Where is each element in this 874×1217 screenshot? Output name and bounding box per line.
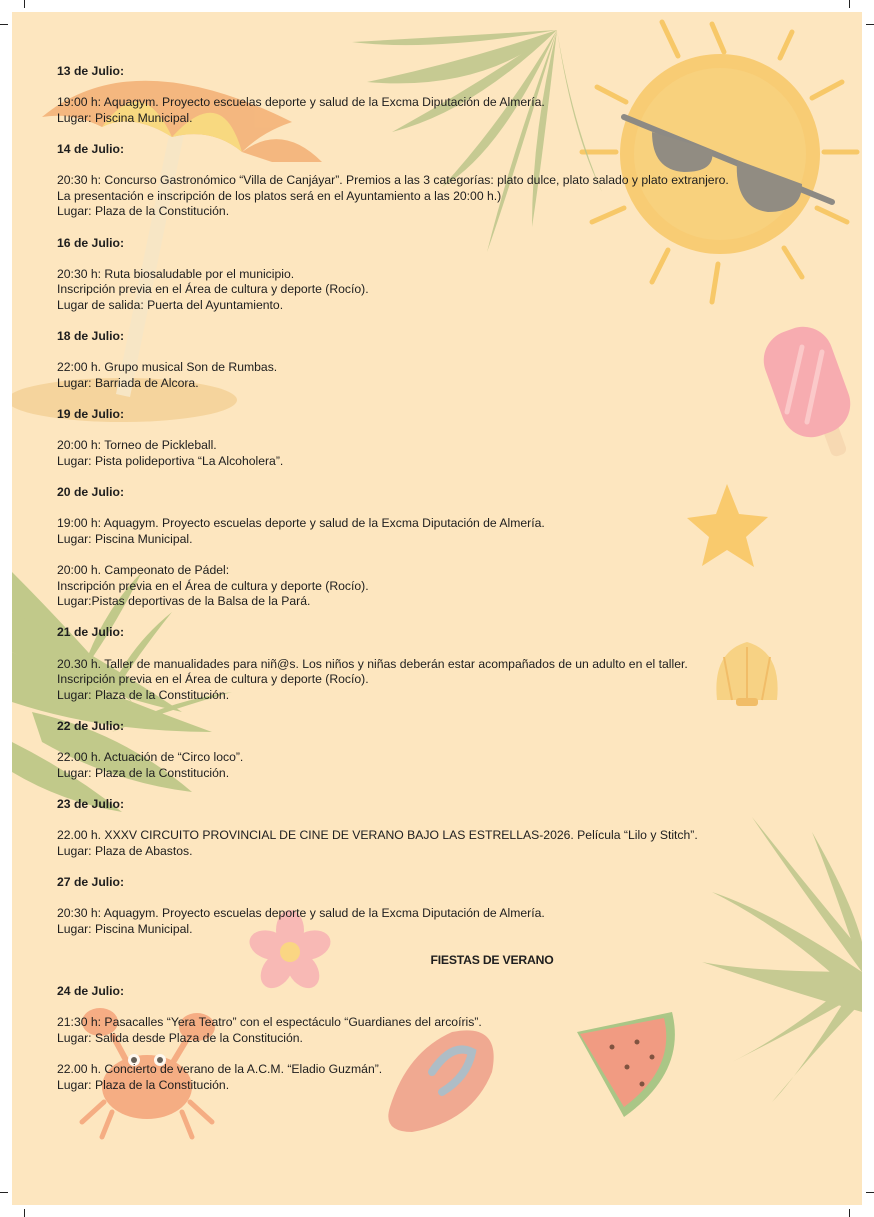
day-heading: 18 de Julio: — [57, 329, 125, 344]
day-heading: 16 de Julio: — [57, 235, 125, 250]
event-item — [57, 267, 837, 314]
event-line: Lugar: Salida desde Plaza de la Constitución. — [57, 1030, 303, 1045]
crop-mark — [0, 1192, 8, 1193]
event-line: Inscripción previa en el Área de cultura y deporte (Rocío). — [57, 672, 369, 687]
schedule-content — [57, 64, 837, 1109]
day-heading: 23 de Julio: — [57, 796, 125, 811]
event-line: Lugar: Plaza de la Constitución. — [57, 1077, 230, 1092]
event-item — [57, 1062, 837, 1093]
day-heading: 27 de Julio: — [57, 874, 125, 889]
event-line: Lugar: Plaza de la Constitución. — [57, 687, 230, 702]
crop-mark — [0, 24, 8, 25]
event-line: Lugar de salida: Puerta del Ayuntamiento. — [57, 297, 284, 312]
event-line: Lugar: Plaza de la Constitución. — [57, 765, 230, 780]
event-line: 19:00 h: Aquagym. Proyecto escuelas deporte y salud de la Excma Diputación de Almería. — [57, 95, 545, 110]
crop-mark — [866, 24, 874, 25]
day-heading: 13 de Julio: — [57, 64, 125, 78]
section-heading: FIESTAS DE VERANO — [430, 952, 554, 967]
event-item — [57, 438, 837, 469]
event-line: 19:00 h: Aquagym. Proyecto escuelas deporte y salud de la Excma Diputación de Almería. — [57, 516, 545, 531]
event-item — [57, 563, 837, 610]
event-item — [57, 1015, 837, 1046]
day-heading: 21 de Julio: — [57, 625, 125, 640]
event-line: Lugar: Plaza de la Constitución. — [57, 204, 230, 219]
crop-mark — [866, 1192, 874, 1193]
event-line: 20:00 h: Torneo de Pickleball. — [57, 438, 217, 453]
day-heading: 14 de Julio: — [57, 141, 125, 156]
event-line: 20:00 h. Campeonato de Pádel: — [57, 563, 230, 577]
event-line: Lugar: Plaza de Abastos. — [57, 843, 193, 858]
event-item — [57, 828, 837, 859]
event-line: 21:30 h: Pasacalles “Yera Teatro” con el espectáculo “Guardianes del arcoíris”. — [57, 1015, 482, 1030]
event-item — [57, 173, 837, 220]
crop-mark — [849, 1209, 850, 1217]
crop-mark — [24, 1209, 25, 1217]
crop-mark — [849, 0, 850, 8]
event-line: 22.00 h. XXXV CIRCUITO PROVINCIAL DE CINE DE VERANO BAJO LAS ESTRELLAS-2026. Película “Lilo y Stitch”. — [57, 828, 698, 843]
event-line: Lugar: Pista polideportiva “La Alcoholera”. — [57, 453, 284, 468]
event-line: 22:00 h. Grupo musical Son de Rumbas. — [57, 360, 278, 375]
event-line: 20:30 h: Ruta biosaludable por el municipio. — [57, 266, 295, 281]
event-item — [57, 657, 837, 704]
day-heading: 20 de Julio: — [57, 485, 125, 500]
event-line: Lugar: Piscina Municipal. — [57, 921, 193, 936]
day-heading: 22 de Julio: — [57, 718, 125, 733]
event-line: Lugar: Barriada de Alcora. — [57, 375, 199, 390]
event-line: Inscripción previa en el Área de cultura y deporte (Rocío). — [57, 578, 369, 593]
event-item — [57, 516, 837, 547]
event-line: 20.30 h. Taller de manualidades para niñ@s. Los niños y niñas deberán estar acompañados de un adulto en el taller. — [57, 656, 688, 671]
event-line: Lugar: Piscina Municipal. — [57, 110, 193, 125]
crop-mark — [24, 0, 25, 8]
day-heading: 19 de Julio: — [57, 407, 125, 422]
event-line: Lugar:Pistas deportivas de la Balsa de la Pará. — [57, 594, 311, 609]
event-item — [57, 95, 837, 126]
event-item — [57, 360, 837, 391]
event-line: Inscripción previa en el Área de cultura y deporte (Rocío). — [57, 282, 369, 297]
event-line: 22.00 h. Concierto de verano de la A.C.M. “Eladio Guzmán”. — [57, 1062, 383, 1076]
event-line: La presentación e inscripción de los platos será en el Ayuntamiento a las 20:00 h.) — [57, 188, 502, 203]
event-line: 22.00 h. Actuación de “Circo loco”. — [57, 750, 244, 765]
poster-page — [12, 12, 862, 1205]
event-line: 20:30 h: Concurso Gastronómico “Villa de Canjáyar”. Premios a las 3 categorías: plato dulce, plato salado y plato extranjero. — [57, 173, 729, 188]
event-item — [57, 906, 837, 937]
event-item — [57, 750, 837, 781]
day-heading: 24 de Julio: — [57, 984, 125, 999]
event-line: Lugar: Piscina Municipal. — [57, 531, 193, 546]
event-line: 20:30 h: Aquagym. Proyecto escuelas deporte y salud de la Excma Diputación de Almería. — [57, 906, 545, 921]
